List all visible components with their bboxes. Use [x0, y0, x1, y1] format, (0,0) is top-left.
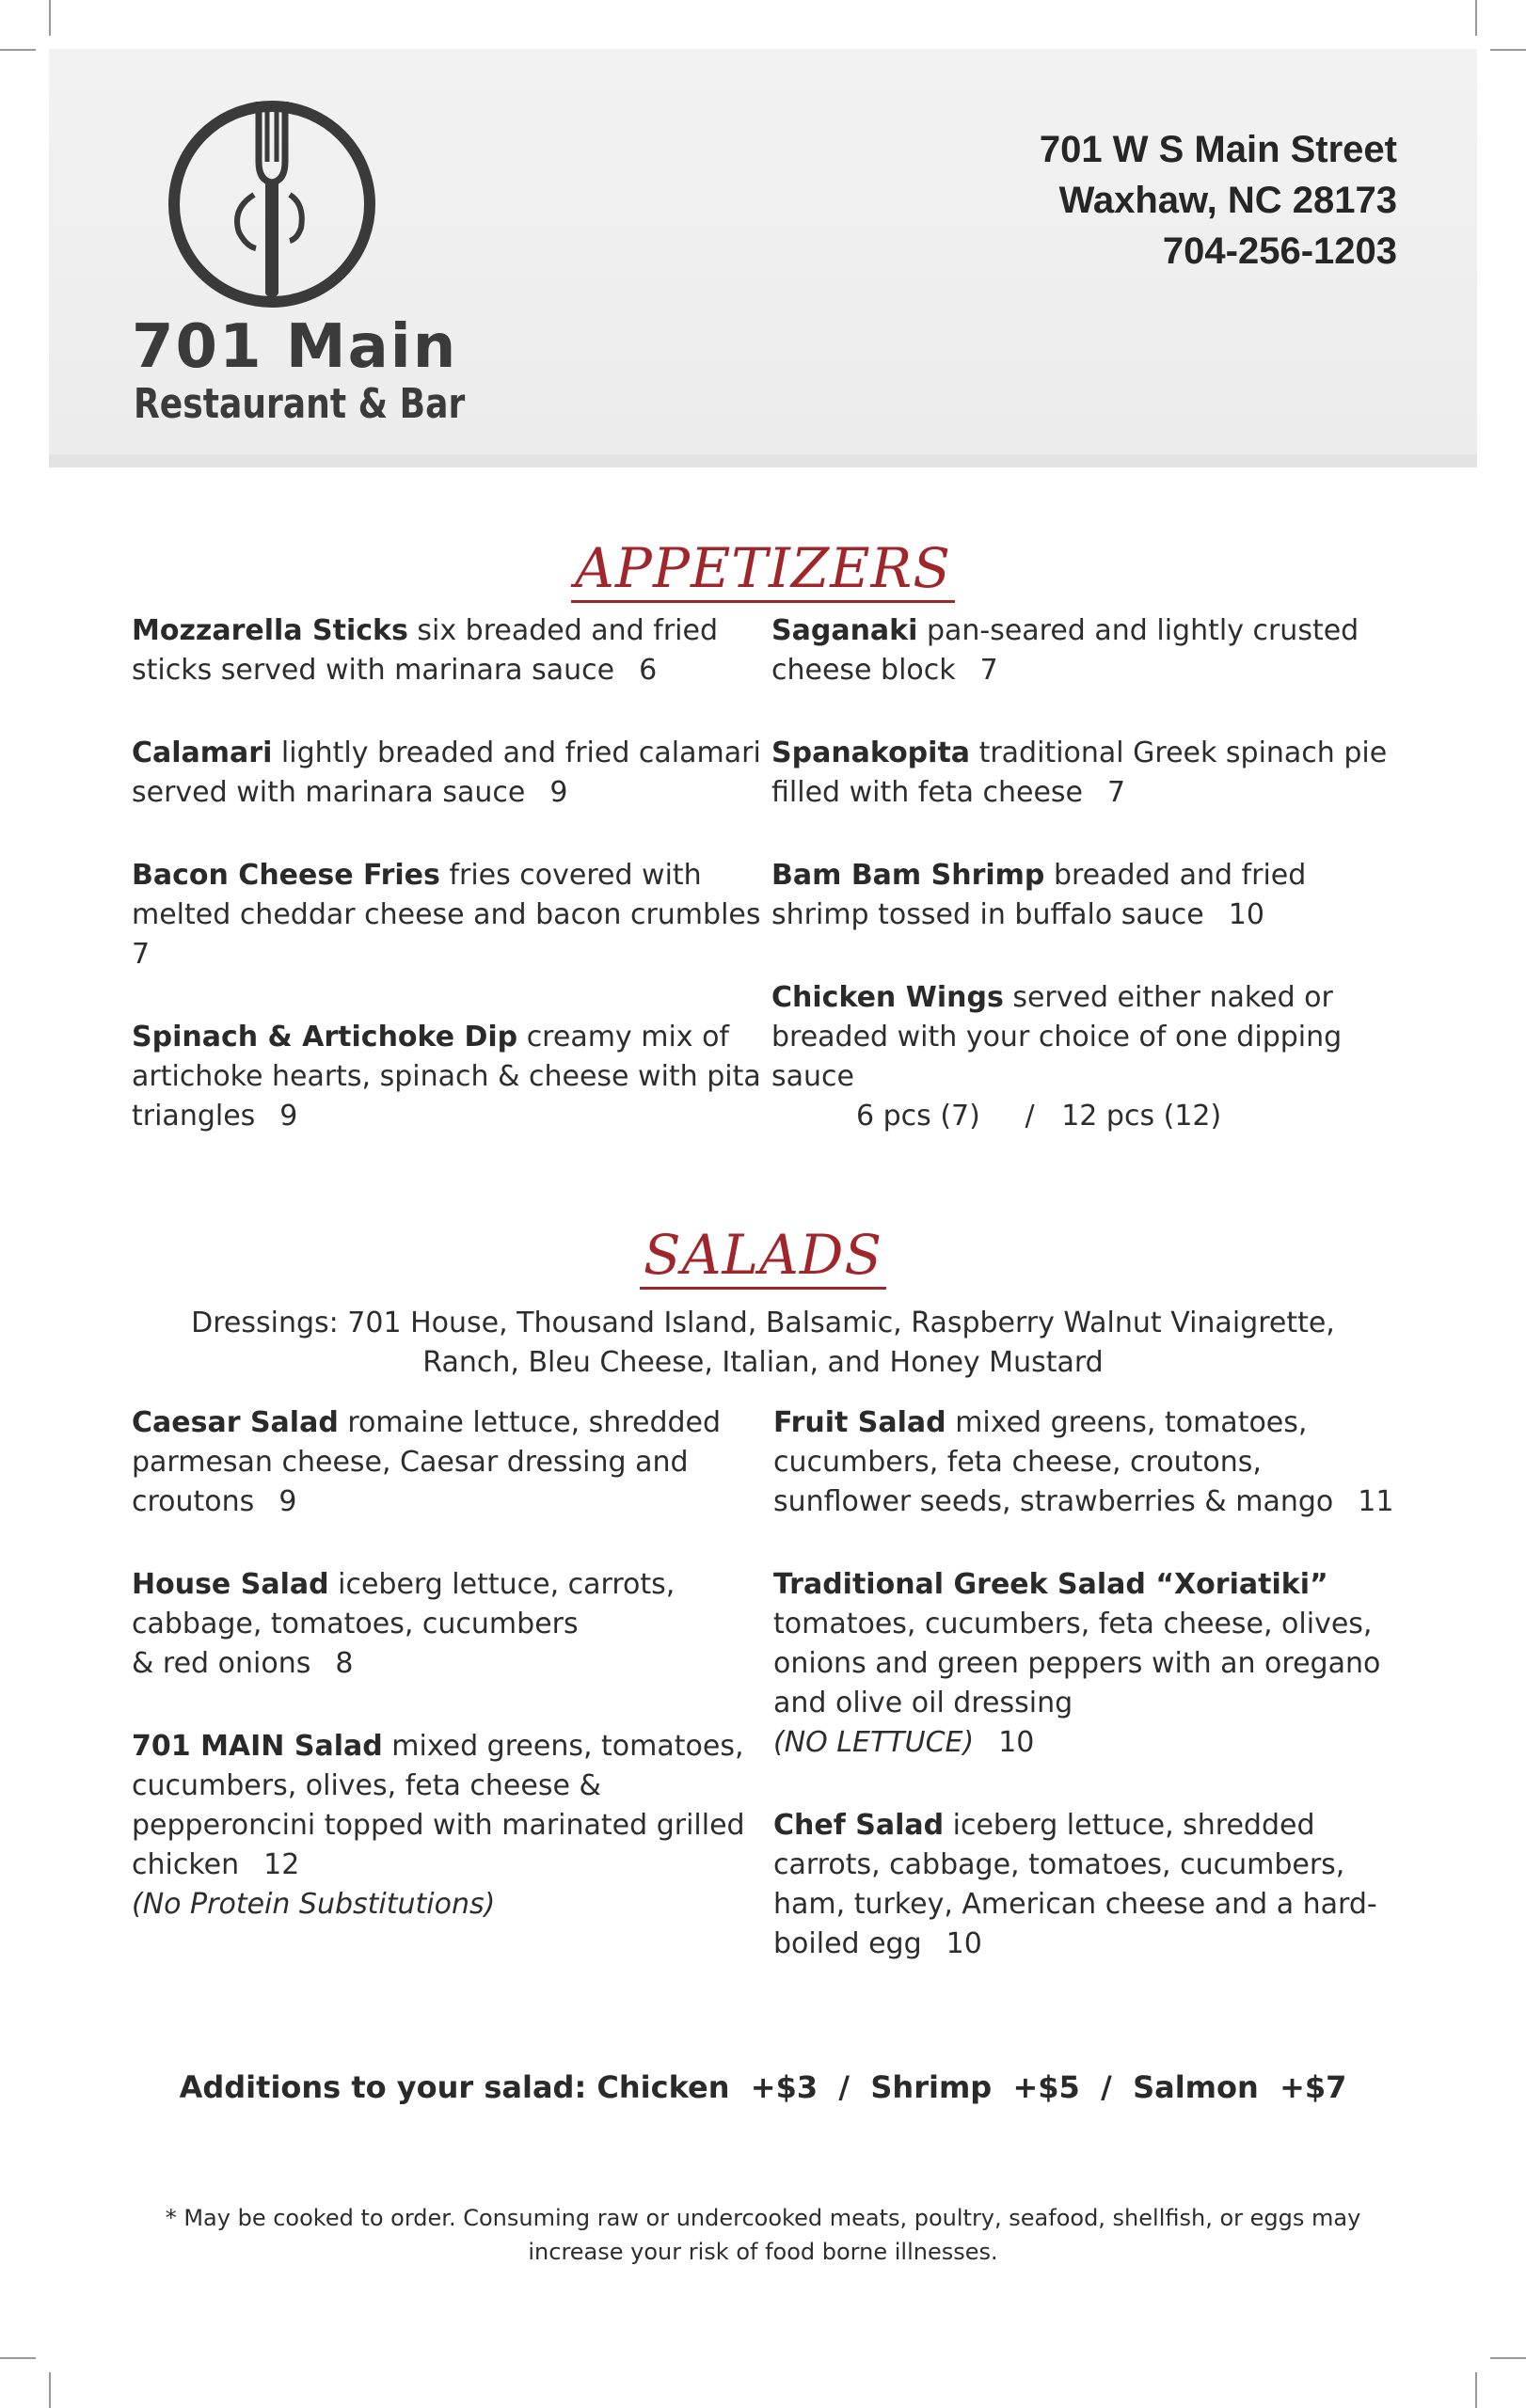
- item-price: 9: [278, 1485, 297, 1518]
- logo-name: 701 Main: [132, 312, 458, 382]
- salads-title: SALADS: [0, 1223, 1526, 1287]
- item-price: 6 pcs (7) / 12 pcs (12): [856, 1100, 1222, 1133]
- salad-additions: Additions to your salad: Chicken +$3 / Shrimp +$5 / Salmon +$7: [179, 2069, 1347, 2105]
- item-description: & red onions: [132, 1647, 311, 1680]
- item-price: 6: [639, 654, 658, 687]
- address-city: Waxhaw, NC 28173: [1058, 180, 1397, 221]
- item-description: romaine lettuce, shredded parmesan cheese, Caesar dressing and croutons: [132, 1406, 722, 1518]
- item-description: fries covered with melted cheddar cheese and bacon crumbles: [132, 859, 761, 931]
- item-description: traditional Greek spinach pie filled with feta cheese: [771, 737, 1388, 809]
- fork-knife-logo-icon: [164, 96, 380, 312]
- logo-subtitle: Restaurant & Bar: [134, 380, 466, 428]
- salads-right-column: [773, 1403, 1406, 2007]
- item-price: 10: [1228, 898, 1264, 931]
- item-name: Mozzarella Sticks: [132, 614, 408, 647]
- item-description: tomatoes, cucumbers, feta cheese, olives, onions and green peppers with an oregano and olive oil dressing: [773, 1608, 1381, 1719]
- crop-mark: [1490, 2357, 1526, 2359]
- menu-item: [132, 856, 764, 974]
- dressings-list: [0, 1304, 1526, 1383]
- item-price: 12: [263, 1848, 300, 1881]
- item-description: iceberg lettuce, shredded carrots, cabbage, tomatoes, cucumbers, ham, turkey, American cheese and a hard-boiled egg: [773, 1809, 1377, 1960]
- item-description: served either naked or breaded with your choice of one dipping sauce: [771, 981, 1343, 1093]
- menu-item: [132, 1565, 764, 1684]
- item-note: (No Protein Substitutions): [132, 1888, 496, 1921]
- disclaimer-line: increase your risk of food borne illnesses.: [528, 2239, 998, 2265]
- header-banner: [49, 49, 1477, 467]
- item-description: iceberg lettuce, carrots, cabbage, tomatoes, cucumbers: [132, 1568, 676, 1640]
- dressings-line: Dressings: 701 House, Thousand Island, Balsamic, Raspberry Walnut Vinaigrette,: [191, 1307, 1335, 1339]
- menu-item: [773, 1403, 1406, 1522]
- appetizers-title: APPETIZERS: [0, 536, 1526, 600]
- item-description: lightly breaded and fried calamari served with marinara sauce: [132, 737, 761, 809]
- item-name: Bam Bam Shrimp: [771, 859, 1045, 892]
- item-price: 10: [946, 1927, 982, 1960]
- item-note: (NO LETTUCE): [773, 1726, 975, 1759]
- item-description: breaded and fried shrimp tossed in buffalo sauce: [771, 859, 1307, 931]
- crop-mark: [0, 2357, 36, 2359]
- appetizers-left-column: [132, 611, 764, 1180]
- crop-mark: [0, 49, 36, 51]
- item-price: 7: [132, 938, 151, 971]
- food-safety-disclaimer: [0, 2201, 1526, 2269]
- item-name: Calamari: [132, 737, 273, 769]
- disclaimer-line: * May be cooked to order. Consuming raw or undercooked meats, poultry, seafood, shellfish, or eggs may: [165, 2205, 1361, 2231]
- item-price: 9: [549, 776, 568, 809]
- menu-item: [773, 1806, 1406, 1964]
- item-price: 7: [1107, 776, 1126, 809]
- crop-mark: [1475, 0, 1477, 36]
- menu-item: [771, 734, 1404, 813]
- address-street: 701 W S Main Street: [1039, 129, 1397, 170]
- menu-item: [132, 611, 764, 690]
- item-price: 7: [979, 654, 998, 687]
- item-name: Bacon Cheese Fries: [132, 859, 440, 892]
- item-name: 701 MAIN Salad: [132, 1730, 383, 1763]
- salads-left-column: [132, 1403, 764, 1968]
- item-description: mixed greens, tomatoes, cucumbers, olives, feta cheese & pepperoncini topped with marinated grilled chicken: [132, 1730, 745, 1881]
- crop-mark: [1475, 2372, 1477, 2408]
- menu-item: [771, 611, 1404, 690]
- item-description: mixed greens, tomatoes, cucumbers, feta cheese, croutons, sunflower seeds, strawberries & mango: [773, 1406, 1334, 1518]
- crop-mark: [49, 2372, 51, 2408]
- dressings-line: Ranch, Bleu Cheese, Italian, and Honey Mustard: [422, 1346, 1104, 1379]
- item-description: pan-seared and lightly crusted cheese block: [771, 614, 1359, 687]
- menu-item: [771, 856, 1404, 935]
- item-name: Chef Salad: [773, 1809, 945, 1842]
- item-price: 10: [998, 1726, 1035, 1759]
- menu-item: [132, 1018, 764, 1136]
- item-name: Traditional Greek Salad “Xoriatiki”: [773, 1568, 1328, 1601]
- item-price: 9: [279, 1100, 298, 1133]
- menu-item: [132, 734, 764, 813]
- item-price: 11: [1358, 1485, 1394, 1518]
- crop-mark: [49, 0, 51, 36]
- address-block: [1040, 124, 1397, 277]
- menu-item: [771, 978, 1404, 1136]
- item-description: six breaded and fried sticks served with marinara sauce: [132, 614, 718, 687]
- menu-item: [132, 1403, 764, 1522]
- item-price: 8: [335, 1647, 354, 1680]
- item-name: Spinach & Artichoke Dip: [132, 1021, 518, 1054]
- item-name: Saganaki: [771, 614, 918, 647]
- phone-number: 704-256-1203: [1162, 230, 1397, 272]
- item-name: Fruit Salad: [773, 1406, 946, 1439]
- item-name: Chicken Wings: [771, 981, 1004, 1014]
- crop-mark: [1490, 49, 1526, 51]
- item-name: Caesar Salad: [132, 1406, 339, 1439]
- item-description: creamy mix of artichoke hearts, spinach & cheese with pita triangles: [132, 1021, 761, 1133]
- item-name: Spanakopita: [771, 737, 971, 769]
- item-name: House Salad: [132, 1568, 329, 1601]
- menu-item: [132, 1727, 764, 1925]
- menu-item: [773, 1565, 1406, 1763]
- appetizers-right-column: [771, 611, 1404, 1180]
